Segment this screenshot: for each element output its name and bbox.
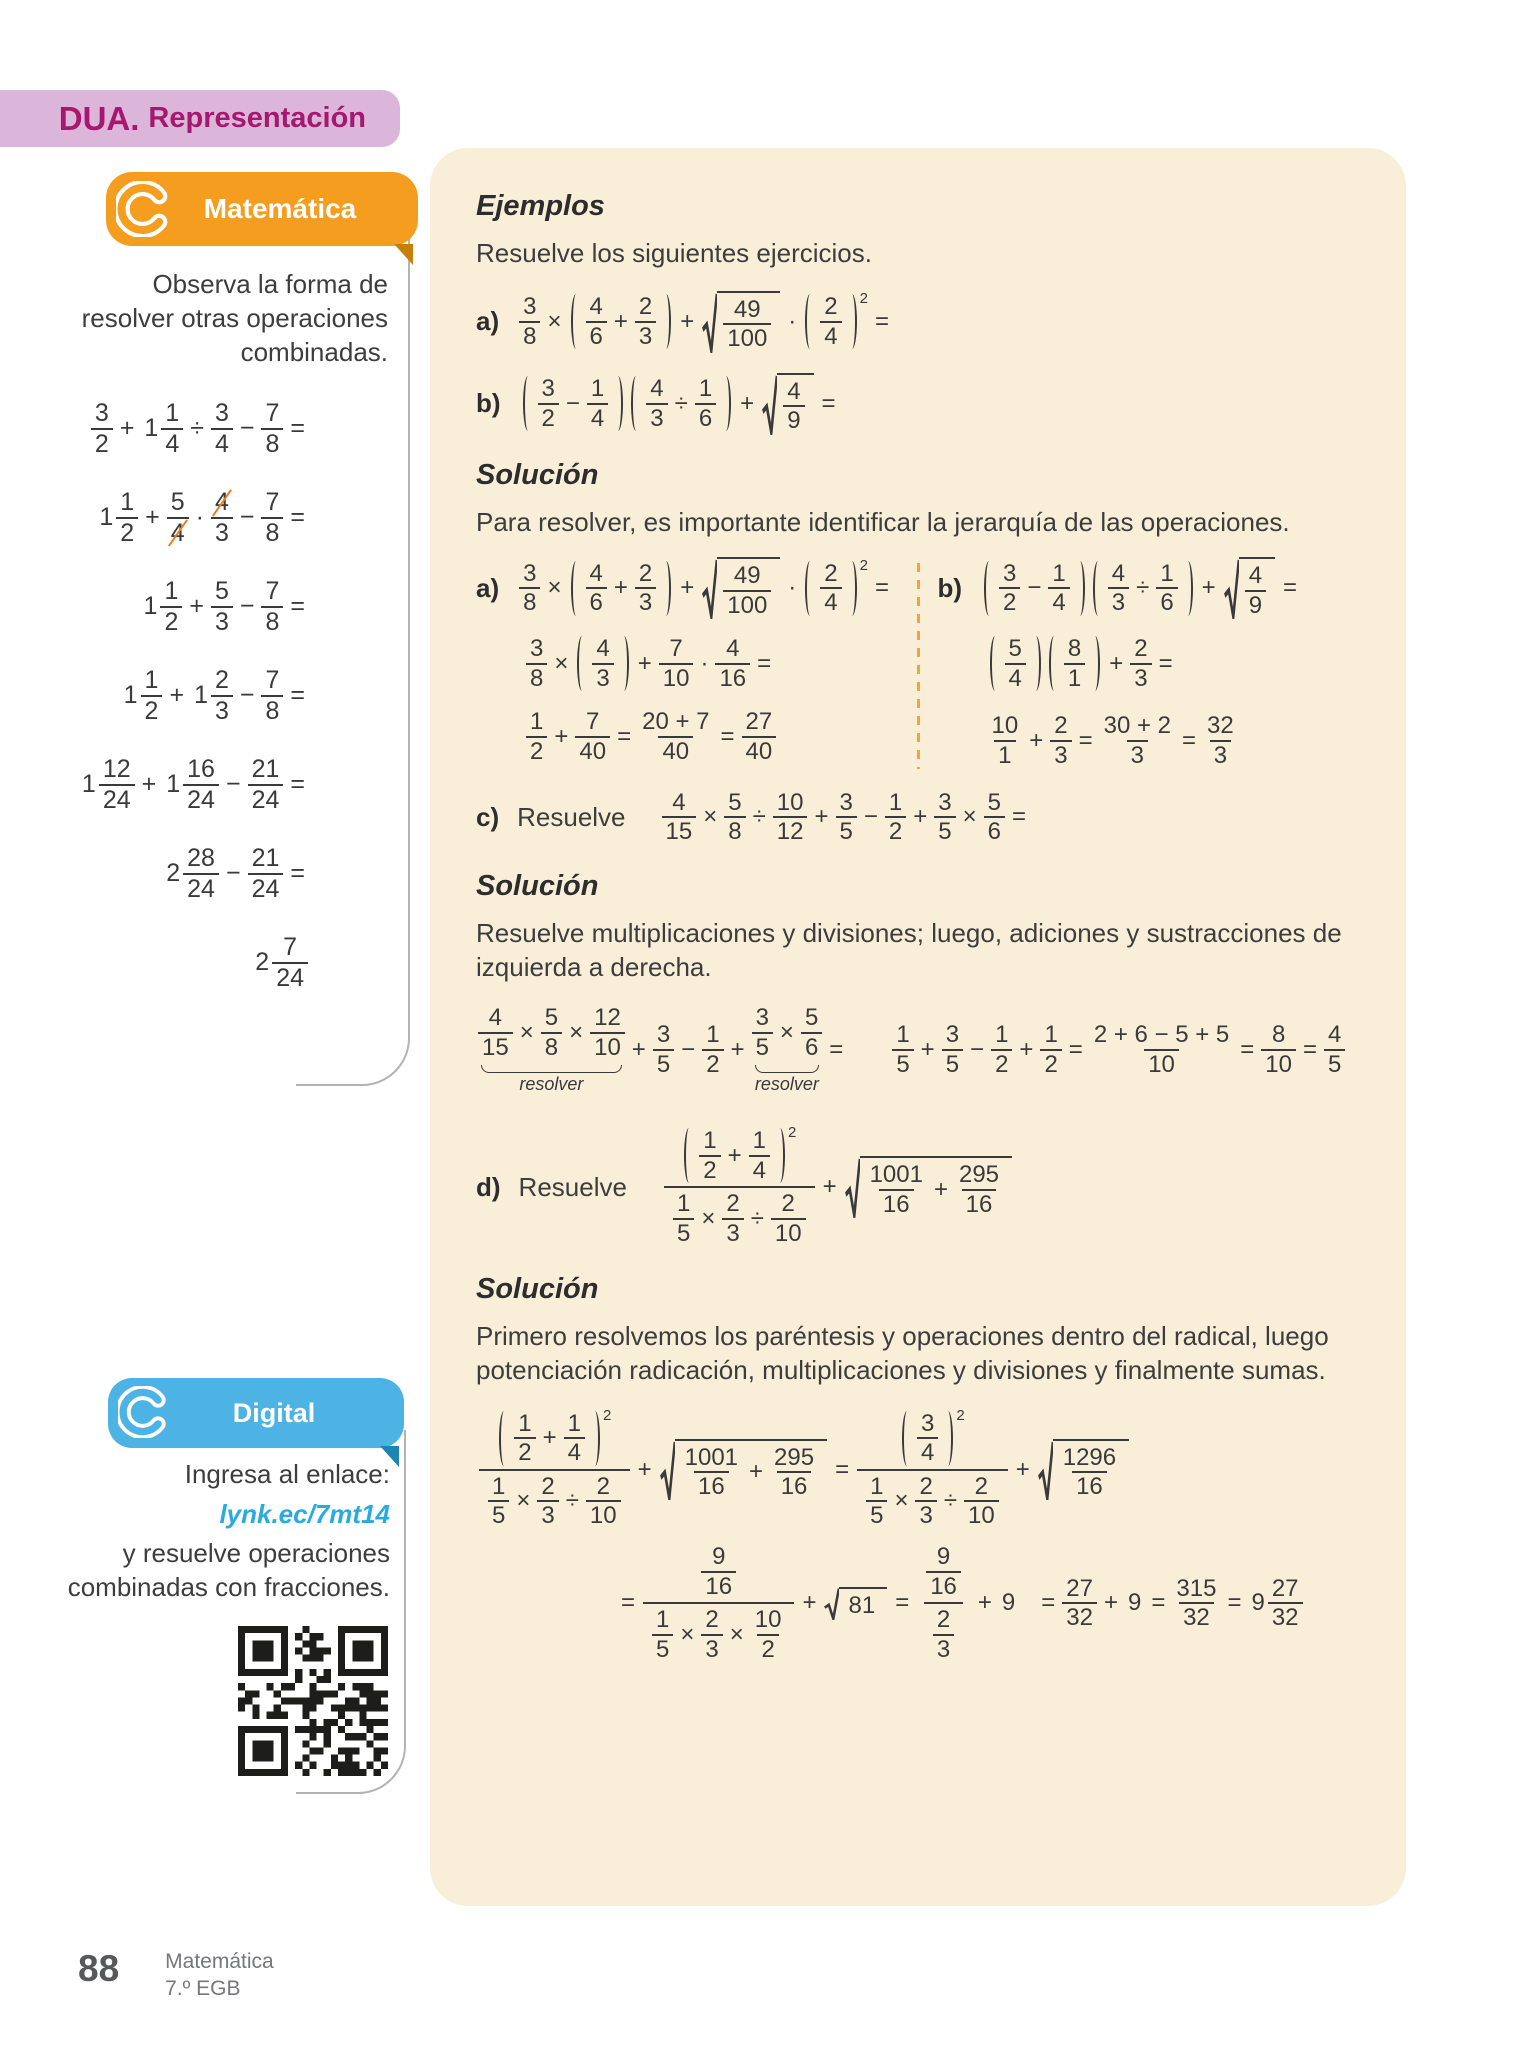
side-step-4: 1 1 2 + 1 2 3 − $\frac{7}{8}$ = — [123, 666, 305, 725]
digital-link[interactable]: lynk.ec/7mt14 — [219, 1498, 390, 1529]
digital-badge-label: Digital — [232, 1397, 316, 1428]
c-logo-icon — [116, 181, 172, 237]
c-logo-icon — [118, 1386, 170, 1438]
exercise-b-label: b) — [476, 388, 501, 419]
solution-a-step-1-math: $\frac{3}{8}$ × 4 6 + $\frac{2}{3}$ + 49 100 · 2 4 2 = — [517, 557, 894, 619]
solution-a-step-2: $\frac{3}{8}$ × 4 3 + $\frac{7}{10}$ · $\frac{4}{16}$ = — [524, 635, 776, 692]
dashed-divider — [917, 563, 920, 769]
solution-b-step-1 — [938, 557, 1369, 619]
qr-code — [238, 1626, 388, 1776]
exercise-b-row — [476, 373, 1368, 435]
digital-intro: Ingresa al enlace: — [184, 1459, 390, 1489]
footer-subject: Matemática — [165, 1950, 274, 1973]
solution-b-column — [938, 557, 1369, 769]
exercise-d-math: 1 2 + $\frac{1}{4}$ 2 $\frac{1}{5}$ × $\frac{2}{3}$ ÷ $\frac{2}{10}$ + 1001 16 + $\frac{295}{16}$ — [661, 1125, 1015, 1249]
digital-sidebar — [64, 1458, 390, 1776]
dua-label: DUA. — [58, 99, 140, 137]
solution-d-step-1: 1 2 + $\frac{1}{4}$ 2 $\frac{1}{5}$ × $\frac{2}{3}$ ÷ $\frac{2}{10}$ + 1001 16 + $\frac{295}{16}$ = 3 4 2 $\frac{1}{5}$ × $\frac{2}{3}$ ÷ $\frac{2}{10}$ + 1296 16 — [476, 1408, 1132, 1532]
solution-b-step-2: 5 4 8 1 + $\frac{2}{3}$ = — [986, 635, 1178, 692]
footer-meta — [165, 1948, 274, 2003]
side-step-1: 3 2 + 1 $\frac{1}{4}$ ÷ $\frac{3}{4}$ − $\frac{7}{8}$ = — [89, 399, 310, 458]
ejemplos-intro: Resuelve los siguientes ejercicios. — [476, 238, 872, 268]
side-step-2: 1 1 2 + $\frac{5}{4}$ · 4 3 − $\frac{7}{8}$ = — [99, 488, 305, 547]
page-footer — [78, 1948, 274, 2003]
matematica-badge — [106, 172, 418, 246]
solution-a-step-3: 1 2 + $\frac{7}{40}$ = $\frac{20 + 7}{40}$ = $\frac{27}{40}$ — [524, 708, 778, 765]
solucion-title-2: Solución — [476, 869, 599, 902]
solution-c-work: $\frac{4}{15}$ × $\frac{5}{8}$ × $\frac{12}{10}$ resolver + $\frac{3}{5}$ − $\frac{1}{2}$ + $\frac{3}{5}$ × $\frac{5}{6}$ resolver = 1 5 + $\frac{3}{5}$ − $\frac{1}{2}$ + $\frac{1}{2}$ = $\frac{2 + 6 - 5 + 5}{10}$ = $\frac{8}{10}$ = $\frac{4}{5}$ — [476, 1004, 1347, 1095]
dua-banner — [0, 90, 400, 147]
solution-b-step-1-math: 3 2 − $\frac{1}{4}$ $\frac{4}{3}$ ÷ $\frac{1}{6}$ + 4 9 = — [980, 557, 1302, 619]
solucion-3-text: Primero resolvemos los paréntesis y operaciones dentro del radical, luego potenciación radicación, multiplicaciones y divisiones y finalmente sumas. — [476, 1321, 1329, 1385]
solution-b-step-3: 10 1 + $\frac{2}{3}$ = $\frac{30 + 2}{3}$ = $\frac{32}{3}$ — [991, 712, 1234, 769]
matematica-sidebar — [64, 268, 388, 992]
side-step-5: 1 12 24 + 1 16 24 − $\frac{21}{24}$ = — [81, 755, 305, 814]
solucion-2-text: Resuelve multiplicaciones y divisiones; luego, adiciones y sustracciones de izquierda a derecha. — [476, 917, 1342, 982]
side-step-6: 2 28 24 − $\frac{21}{24}$ = — [166, 844, 305, 903]
exercise-d-label: d) — [476, 1171, 501, 1202]
exercise-a-row — [476, 291, 1368, 353]
solution-a-label: a) — [476, 572, 500, 603]
exercise-b-math: 3 2 − $\frac{1}{4}$ $\frac{4}{3}$ ÷ $\frac{1}{6}$ + 4 9 = — [519, 373, 841, 435]
exercise-d-row — [476, 1125, 1368, 1249]
solution-a-step-1 — [476, 557, 907, 619]
side-step-3: 1 1 2 + $\frac{5}{3}$ − $\frac{7}{8}$ = — [143, 577, 305, 636]
solution-d-step-2: = 9 16 $\frac{1}{5}$ × $\frac{2}{3}$ × $\frac{10}{2}$ + 81 = 9 16 2 3 + 9 = $\frac{27}{32}$ + 9 = $\frac{315}{32}$ = 9 27 32 — [616, 1541, 1305, 1665]
page-number: 88 — [78, 1948, 120, 1989]
exercise-c-label: c) — [476, 801, 500, 832]
solucion-title-3: Solución — [476, 1273, 599, 1306]
solucion-title-1: Solución — [476, 458, 599, 491]
dua-category: Representación — [148, 102, 366, 134]
exercise-d-resuelve: Resuelve — [518, 1171, 627, 1202]
matematica-intro: Observa la forma de resolver otras operaciones combinadas. — [81, 269, 388, 367]
digital-badge — [108, 1378, 404, 1448]
exercise-a-math: $\frac{3}{8}$ × 4 6 + $\frac{2}{3}$ + 49 100 · 2 4 2 = — [517, 291, 894, 353]
exercise-a-label: a) — [476, 306, 500, 337]
exercise-c-resuelve: Resuelve — [517, 801, 626, 832]
exercise-c-math: $\frac{4}{15}$ × $\frac{5}{8}$ ÷ $\frac{10}{12}$ + $\frac{3}{5}$ − $\frac{1}{2}$ + $\frac{3}{5}$ × $\frac{5}{6}$ = — [660, 789, 1031, 846]
digital-text: y resuelve operaciones combinadas con fracciones. — [67, 1537, 390, 1602]
ejemplos-title: Ejemplos — [476, 190, 605, 222]
worked-solutions — [476, 557, 1368, 769]
matematica-badge-label: Matemática — [203, 193, 357, 224]
exercise-c-row — [476, 789, 1368, 846]
solucion-1-text: Para resolver, es importante identificar la jerarquía de las operaciones. — [476, 506, 1290, 537]
examples-panel — [430, 148, 1406, 1906]
footer-grade: 7.º EGB — [165, 1977, 241, 2001]
solution-b-label: b) — [937, 572, 963, 603]
side-step-7: 2 7 24 — [250, 933, 310, 992]
solution-a-column — [476, 557, 907, 765]
